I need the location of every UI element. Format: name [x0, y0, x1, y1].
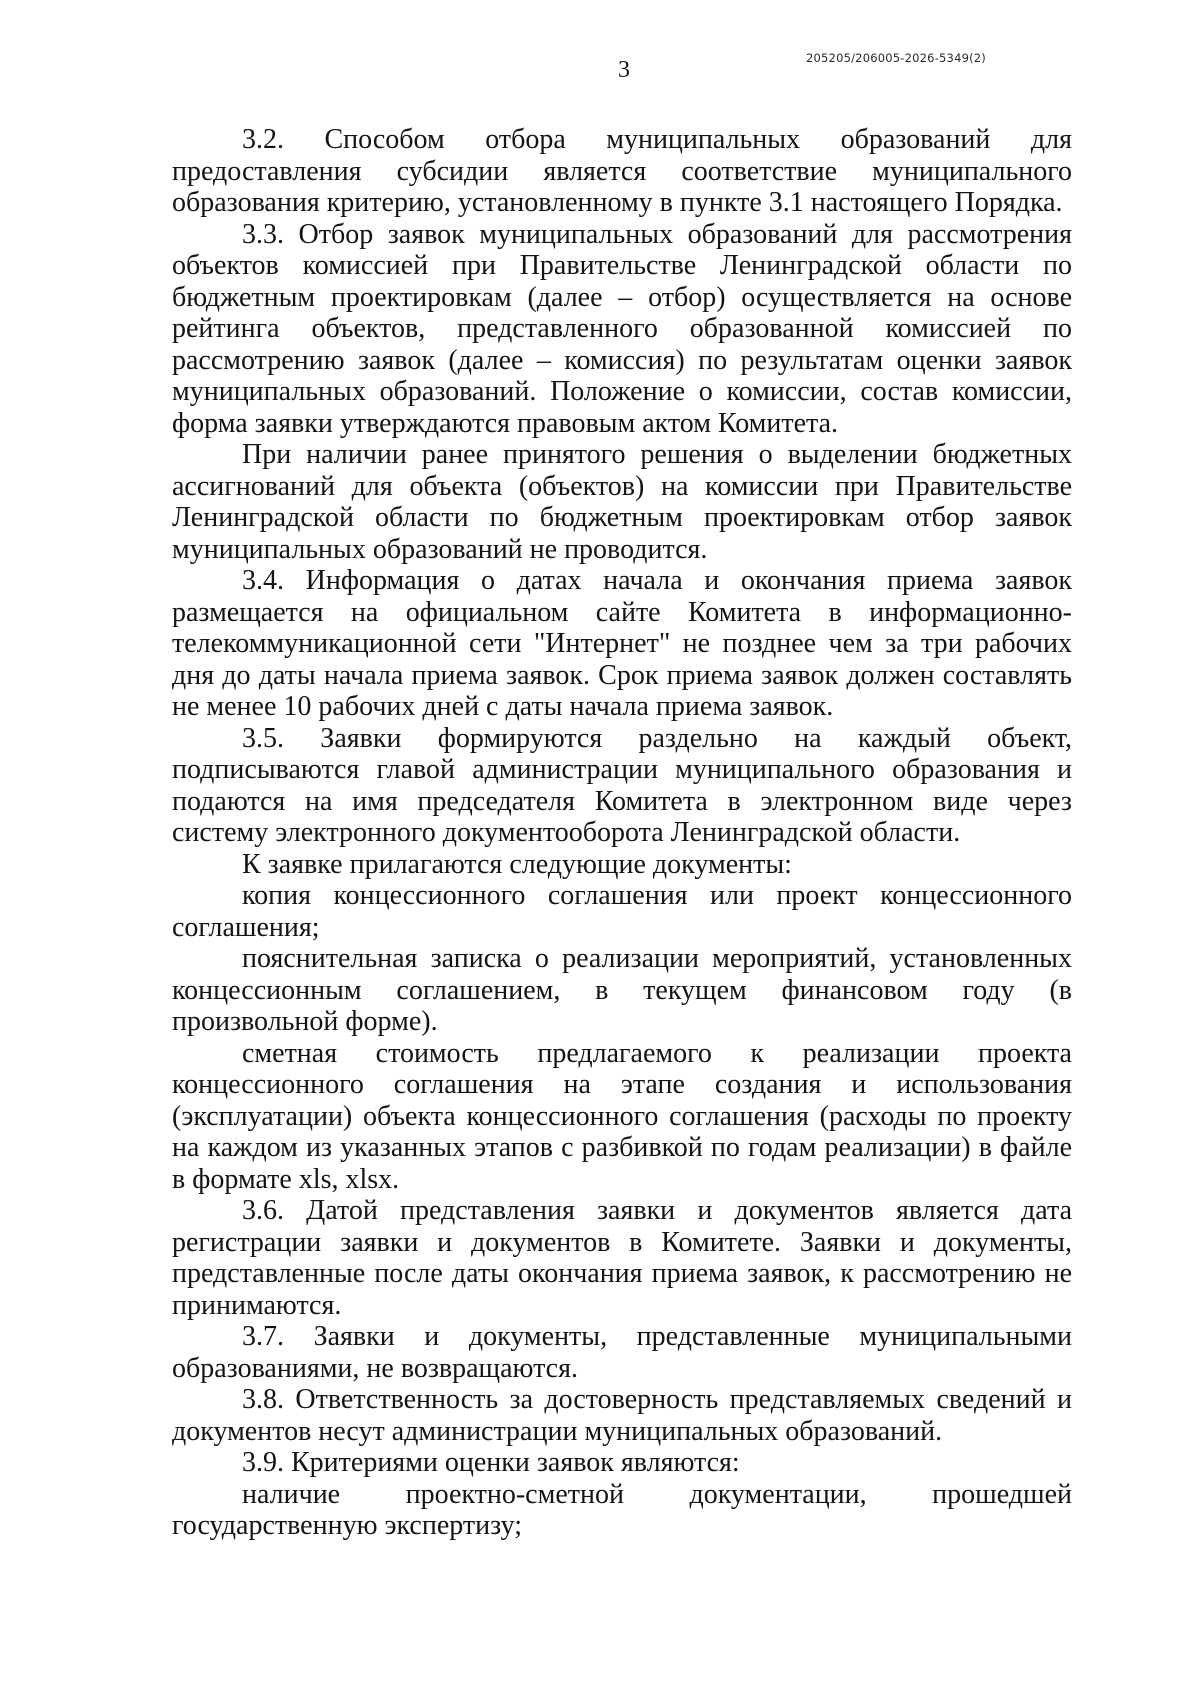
paragraph-3-7: 3.7. Заявки и документы, представленные муниципальными образованиями, не возвращаются. [172, 1321, 1072, 1384]
paragraph-3-4: 3.4. Информация о датах начала и окончания приема заявок размещается на официальном сайте Комитета в информационно-телекоммуникационной сети "Интернет" не позднее чем за три рабочих дня до даты начала приема заявок. Срок приема заявок должен составлять не менее 10 рабочих дней с даты начала приема заявок. [172, 565, 1072, 722]
list-item-design-documentation: наличие проектно-сметной документации, прошедшей государственную экспертизу; [172, 1478, 1072, 1541]
document-body [172, 124, 1072, 1542]
paragraph-3-9: 3.9. Критериями оценки заявок являются: [242, 1447, 740, 1478]
paragraph-3-3: 3.3. Отбор заявок муниципальных образований для рассмотрения объектов комиссией при Правительстве Ленинградской области по бюджетным проектировкам (далее – отбор) осуществляется на основе рейтинга объектов, представленного образованной комиссией по рассмотрению заявок (далее – комиссия) по результатам оценки заявок муниципальных образований. Положение о комиссии, состав комиссии, форма заявки утверждаются правовым актом Комитета. [172, 218, 1072, 439]
paragraph-prior-decision: При наличии ранее принятого решения о выделении бюджетных ассигнований для объекта (объектов) на комиссии при Правительстве Ленинградской области по бюджетным проектировкам отбор заявок муниципальных образований не проводится. [172, 439, 1072, 565]
paragraph-3-2: 3.2. Способом отбора муниципальных образований для предоставления субсидии является соответствие муниципального образования критерию, установленному в пункте 3.1 настоящего Порядка. [172, 124, 1072, 218]
document-registration-code: 205205/206005-2026-5349(2) [806, 51, 986, 65]
list-item-explanatory-note: пояснительная записка о реализации мероприятий, установленных концессионным соглашением, в текущем финансовом году (в произвольной форме). [172, 943, 1072, 1037]
list-item-estimated-cost: сметная стоимость предлагаемого к реализации проекта концессионного соглашения на этапе создания и использования (эксплуатации) объекта концессионного соглашения (расходы по проекту на каждом из указанных этапов с разбивкой по годам реализации) в файле в формате xls, xlsx. [172, 1037, 1072, 1195]
paragraph-3-8: 3.8. Ответственность за достоверность представляемых сведений и документов несут администрации муниципальных образований. [172, 1384, 1072, 1447]
paragraph-attachments-intro: К заявке прилагаются следующие документы: [242, 848, 792, 880]
paragraph-3-5: 3.5. Заявки формируются раздельно на каждый объект, подписываются главой администрации муниципального образования и подаются на имя председателя Комитета в электронном виде через систему электронного документооборота Ленинградской области. [172, 722, 1072, 848]
paragraph-3-6: 3.6. Датой представления заявки и документов является дата регистрации заявки и документов в Комитете. Заявки и документы, представленные после даты окончания приема заявок, к рассмотрению не принимаются. [172, 1195, 1072, 1321]
list-item-concession-agreement: копия концессионного соглашения или проект концессионного соглашения; [172, 880, 1072, 943]
page-number: 3 [618, 57, 630, 83]
